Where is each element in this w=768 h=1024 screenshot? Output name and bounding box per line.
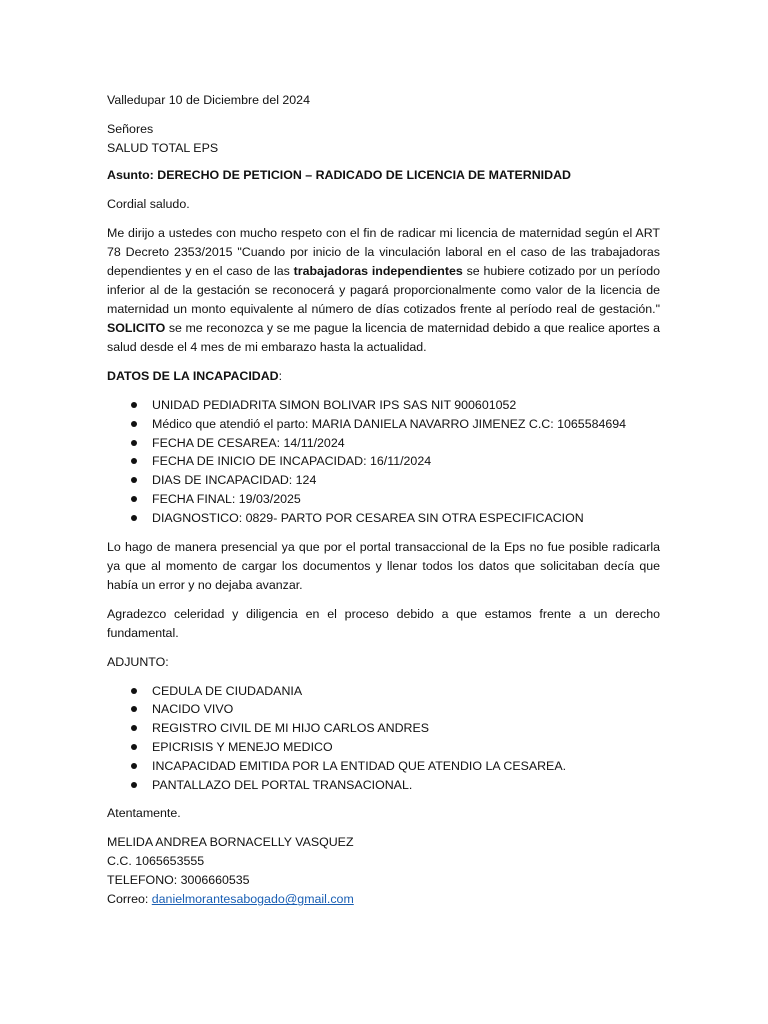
list-item: [107, 415, 660, 434]
list-item-text: Médico que atendió el parto: MARIA DANIELA NAVARRO JIMENEZ C.C: 1065584694: [152, 416, 627, 431]
bullet-icon: [131, 402, 137, 408]
bullet-icon: [131, 688, 137, 694]
datos-heading: DATOS DE LA INCAPACIDAD: [107, 369, 279, 383]
list-item-text: EPICRISIS Y MENEJO MEDICO: [152, 739, 333, 754]
list-item: [107, 471, 660, 490]
body1-bold2: SOLICITO: [107, 321, 166, 335]
bullet-icon: [131, 440, 137, 446]
body1-bold1: trabajadoras independientes: [293, 264, 463, 278]
list-item-text: REGISTRO CIVIL DE MI HIJO CARLOS ANDRES: [152, 721, 430, 736]
list-item-text: FECHA DE INICIO DE INCAPACIDAD: 16/11/2024: [152, 454, 432, 469]
bullet-icon: [131, 706, 137, 712]
greeting: Cordial saludo.: [107, 197, 190, 211]
list-item: [107, 452, 660, 471]
bullet-icon: [131, 477, 137, 483]
list-item-text: NACIDO VIVO: [152, 702, 234, 717]
list-item: [107, 757, 660, 776]
list-item: [107, 682, 660, 701]
list-item: [107, 490, 660, 509]
adjunto-heading: ADJUNTO:: [107, 654, 169, 669]
body1-part3: se me reconozca y se me pague la licencia de maternidad debido a que realice aportes a salud desde el 4 mes de mi embarazo hasta la actualidad.: [107, 321, 660, 354]
bullet-icon: [131, 458, 137, 464]
subject-text: Asunto: DERECHO DE PETICION – RADICADO DE LICENCIA DE MATERNIDAD: [107, 168, 571, 182]
list-item-text: FECHA FINAL: 19/03/2025: [152, 491, 301, 506]
list-item: [107, 738, 660, 757]
email-label: Correo:: [107, 892, 152, 907]
list-item: [107, 719, 660, 738]
signature-phone: TELEFONO: 3006660535: [107, 873, 250, 888]
list-item: [107, 434, 660, 453]
list-item: [107, 776, 660, 795]
bullet-icon: [131, 763, 137, 769]
body-paragraph-2: Lo hago de manera presencial ya que por el portal transaccional de la Eps no fue posible radicarla ya que al momento de cargar los documentos y llenar todos los datos que solicitaban decía que había un error y no dejaba avanzar.: [107, 539, 660, 592]
list-item-text: INCAPACIDAD EMITIDA POR LA ENTIDAD QUE ATENDIO LA CESAREA.: [152, 758, 567, 773]
list-item-text: DIAS DE INCAPACIDAD: 124: [152, 473, 317, 488]
datos-list: [107, 396, 660, 528]
list-item-text: PANTALLAZO DEL PORTAL TRANSACIONAL.: [152, 777, 413, 792]
bullet-icon: [131, 744, 137, 750]
recipient-entity: SALUD TOTAL EPS: [107, 141, 219, 155]
letter-page: [107, 91, 660, 909]
list-item: [107, 509, 660, 528]
list-item: [107, 396, 660, 415]
list-item-text: UNIDAD PEDIADRITA SIMON BOLIVAR IPS SAS NIT 900601052: [152, 398, 517, 412]
body-paragraph-1: [107, 224, 660, 357]
list-item: [107, 700, 660, 719]
datos-heading-line: [107, 367, 660, 386]
adjunto-list: [107, 682, 660, 795]
body-paragraph-3: Agradezco celeridad y diligencia en el proceso debido a que estamos frente a un derecho fundamental.: [107, 606, 660, 640]
body1-part2: se hubiere cotizado por un período inferior al de la gestación se reconocerá y pagará proporcionalmente como valor de la licencia de maternidad un monto equivalente al número de días cotizados frente al período real de gestación.": [107, 264, 660, 316]
list-item-text: CEDULA DE CIUDADANIA: [152, 683, 303, 698]
closing: Atentamente.: [107, 806, 181, 821]
bullet-icon: [131, 782, 137, 788]
signature-name: MELIDA ANDREA BORNACELLY VASQUEZ: [107, 835, 354, 850]
date-line: Valledupar 10 de Diciembre del 2024: [107, 93, 310, 107]
bullet-icon: [131, 421, 137, 427]
subject-line: [107, 166, 660, 185]
signature-email-line: [107, 890, 660, 909]
body1-part1: Me dirijo a ustedes con mucho respeto con el fin de radicar mi licencia de maternidad según el ART 78 Decreto 2353/2015 "Cuando por inicio de la vinculación laboral en el caso de las trabajadoras dependientes y en el caso de las: [107, 226, 660, 278]
list-item-text: DIAGNOSTICO: 0829- PARTO POR CESAREA SIN OTRA ESPECIFICACION: [152, 510, 584, 525]
signature-cc: C.C. 1065653555: [107, 854, 205, 869]
bullet-icon: [131, 496, 137, 502]
bullet-icon: [131, 725, 137, 731]
list-item-text: FECHA DE CESAREA: 14/11/2024: [152, 435, 345, 450]
datos-heading-colon: :: [278, 369, 283, 383]
email-link[interactable]: danielmorantesabogado@gmail.com: [151, 892, 354, 907]
recipient-salutation: Señores: [107, 122, 154, 136]
bullet-icon: [131, 515, 137, 521]
